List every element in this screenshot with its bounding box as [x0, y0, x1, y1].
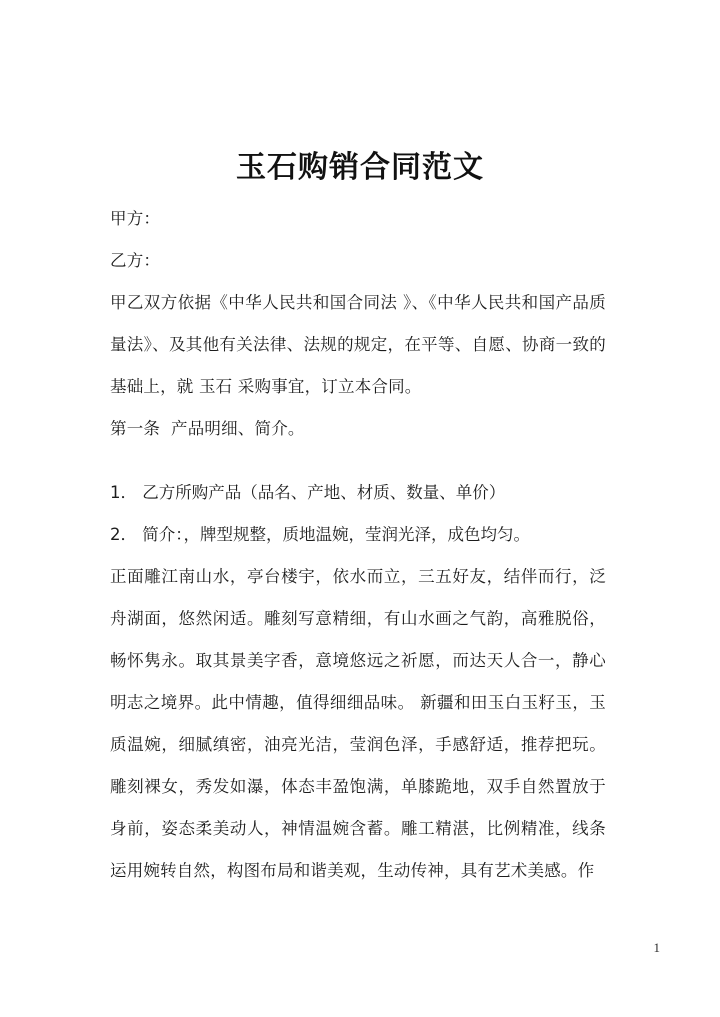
list-item: 1． 乙方所购产品（品名、产地、材质、数量、单价） — [110, 483, 506, 502]
preamble-paragraph: 甲乙双方依据《中华人民共和国合同法 》、《中华人民共和国产品质量法》、及其他有关法律、法规的规定，在平等、自愿、协商一致的基础上，就 玉石 采购事宜，订立本合同。 — [110, 293, 606, 396]
page-title: 玉石购销合同范文 — [236, 150, 484, 185]
document-content — [110, 198, 606, 892]
list-item: 2． 简介：，牌型规整，质地温婉，莹润光泽，成色均匀。 — [110, 525, 530, 544]
party-a-line: 甲方： — [110, 209, 161, 228]
description-paragraph: 正面雕江南山水，亭台楼宇，依水而立，三五好友，结伴而行，泛舟湖面，悠然闲适。雕刻写意精细，有山水画之气韵，高雅脱俗，畅怀隽永。取其景美字香，意境悠远之祈愿，而达天人合一，静心明志之境界。此中情趣，值得细细品味。 新疆和田玉白玉籽玉，玉质温婉，细腻缜密，油亮光洁，莹润色泽，手感舒适，推荐把玩。雕刻裸女，秀发如瀑，体态丰盈饱满，单膝跪地，双手自然置放于身前，姿态柔美动人，神情温婉含蓄。雕工精湛，比例精准，线条运用婉转自然，构图布局和谐美观，生动传神，具有艺术美感。作 — [110, 567, 606, 880]
page-number: 1 — [653, 940, 660, 955]
clause-one-heading: 第一条 产品明细、简介。 — [110, 419, 305, 438]
clause-spacer — [110, 450, 606, 472]
party-b-line: 乙方： — [110, 251, 161, 270]
